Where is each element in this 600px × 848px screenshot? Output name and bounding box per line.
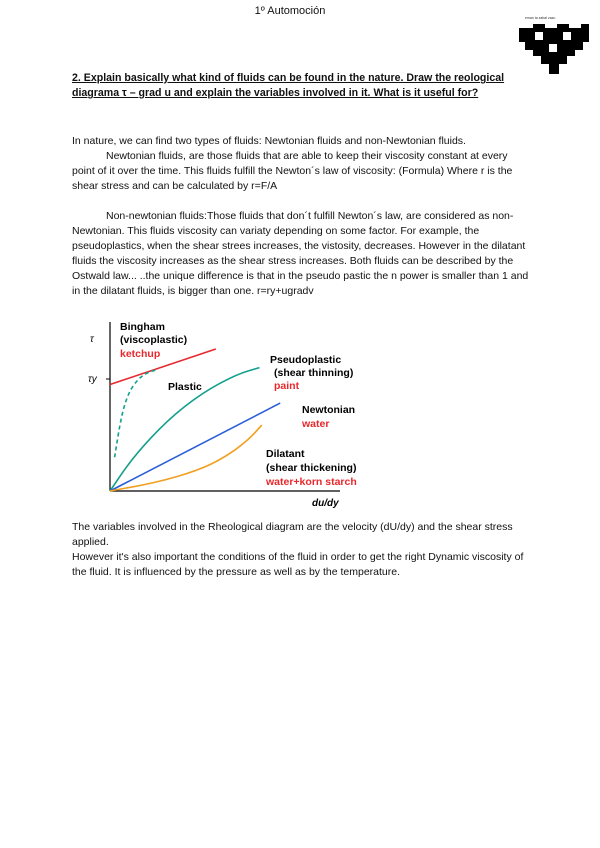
conditions-text: However it's also important the conditions of the fluid in order to get the right Dynamic viscosity of the fluid. It is influenced by the pressure as well as by the temperature. (72, 551, 524, 578)
header-title: 1º Automoción (254, 5, 326, 17)
university-logo (517, 22, 591, 76)
label-korn-starch: water+korn starch (266, 476, 357, 488)
x-axis-label: du/dy (312, 498, 339, 509)
label-newtonian: Newtonian (302, 404, 356, 416)
label-dilatant: Dilatant (266, 448, 305, 460)
series-newtonian-line (110, 403, 280, 491)
series-plastic-line (115, 369, 159, 457)
y-marker-label: τy (88, 374, 97, 385)
label-pseudoplastic-sub: (shear thinning) (274, 367, 354, 379)
label-bingham-sub: (viscoplastic) (120, 334, 188, 346)
question-heading: 2. Explain basically what kind of fluids can be found in the nature. Draw the reological diagrama τ – grad u and explain the variables involved in it. What is it useful for? (72, 72, 505, 99)
logo-caption: eman ta zabal zazu (525, 16, 556, 20)
y-marker (88, 374, 110, 385)
label-plastic: Plastic (168, 381, 202, 393)
newtonian-paragraph: Newtonian fluids, are those fluids that are able to keep their viscosity constant at every point of it over the time. This fluids fulfill the Newton´s law of viscosity: (Formula) Where r is the shear stress and can be calculated by r=F/A (72, 150, 513, 192)
label-ketchup: ketchup (120, 348, 161, 360)
label-water: water (302, 418, 330, 430)
label-dilatant-sub: (shear thickening) (266, 462, 357, 474)
rheological-diagram (84, 316, 384, 516)
label-paint: paint (274, 380, 300, 392)
label-pseudoplastic: Pseudoplastic (270, 354, 342, 366)
variables-text: The variables involved in the Rheological diagram are the velocity (dU/dy) and the shear stress applied. (72, 521, 513, 548)
y-axis-label: τ (90, 334, 94, 345)
variables-paragraph (72, 520, 532, 580)
non-newtonian-paragraph: Non-newtonian fluids:Those fluids that don´t fulfill Newton´s law, are considered as non-Newtonian. This fluids viscosity can variaty depending on some factor. For example, the pseudoplastics, when the shear strees increases, the vistosity, decreases. However in the dilatant fluids the viscosity increases as the shear stress increases. Both fluids can be described by the Ostwald law... ..the unique difference is that in the pseudo pastic the n power is smaller than 1 and in the dilatant fluids, is bigger than one. r=ry+ugradv (72, 210, 529, 297)
label-bingham: Bingham (120, 321, 165, 333)
intro-paragraph: In nature, we can find two types of fluids: Newtonian fluids and non-Newtonian fluids. (72, 135, 466, 147)
